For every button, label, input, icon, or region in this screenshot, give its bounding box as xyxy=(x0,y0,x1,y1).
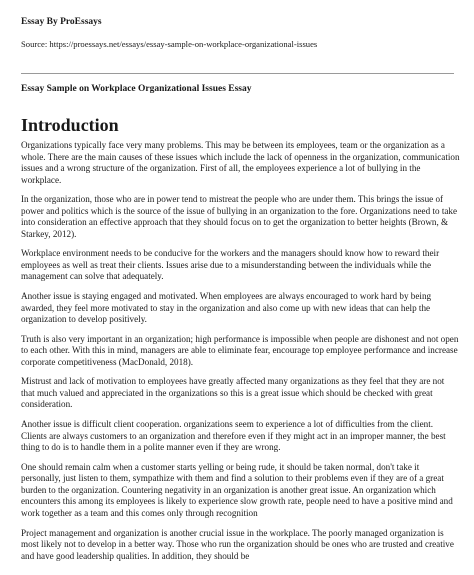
paragraph: Another issue is difficult client cooperation. organizations seem to experience a lot of difficulties from the client. Clients are always customers to an organization and therefore even if they might act in an improper manner, the best thing to do is to handle them in a polite manner even if they are wrong. xyxy=(21,419,446,453)
paragraph: Truth is also very important in an organization; high performance is impossible when people are dishonest and not open to each other. With this in mind, managers are able to eliminate fear, encourage top employee performance and increase corporate competitiveness (MacDonald, 2018). xyxy=(21,333,459,367)
paragraph: In the organization, those who are in power tend to mistreat the people who are under them. This brings the issue of power and politics which is the source of the issue of bullying in an organization to the fore. Organizations need to take into consideration an effective approach that they should focus on to get the organization to better heights (Brown, & Starkey, 2012). xyxy=(21,194,458,239)
paragraph: Organizations typically face very many problems. This may be between its employees, team or the organization as a whole. There are the main causes of these issues which include the lack of openness in the organization, communication issues and a wrong structure of the organization. First of all, the employees experience a lot of bullying in the workplace. xyxy=(21,140,460,185)
site-title: Essay By ProEssays xyxy=(21,17,102,27)
paragraph: Project management and organization is another crucial issue in the workplace. The poorly managed organization is most likely not to develop in a better way. Those who run the organization should be ones who are trusted and creative and have good leadership qualities. In addition, they should be xyxy=(21,527,454,561)
source-line: Source: https://proessays.net/essays/essay-sample-on-workplace-organizational-issues xyxy=(21,39,318,49)
essay-body xyxy=(21,140,460,570)
paragraph: Mistrust and lack of motivation to employees have greatly affected many organizations as they feel that they are not that much valued and appreciated in the organizations so this is a great issue which should be checked with great consideration. xyxy=(21,376,445,410)
paragraph: One should remain calm when a customer starts yelling or being rude, it should be taken normal, don't take it personally, just listen to them, sympathize with them and find a solution to their problems even if they are of a great burden to the organization. Countering negativity in an organization is another great issue. An organization which encounters this among its employees is likely to experience slow growth rate, people need to have a positive mind and work together as a team and this comes only through recognition xyxy=(21,461,453,518)
paragraph: Workplace environment needs to be conducive for the workers and the managers should know how to reward their employees as well as treat their clients. Issues arise due to a misunderstanding between the individuals while the management can solve that adequately. xyxy=(21,248,440,282)
section-heading: Introduction xyxy=(21,115,119,135)
essay-title: Essay Sample on Workplace Organizational Issues Essay xyxy=(21,84,252,94)
divider xyxy=(21,73,454,74)
paragraph: Another issue is staying engaged and motivated. When employees are always encouraged to work hard by being awarded, they feel more motivated to stay in the organization and also come up with new ideas that can help the organization to develop positively. xyxy=(21,291,432,325)
